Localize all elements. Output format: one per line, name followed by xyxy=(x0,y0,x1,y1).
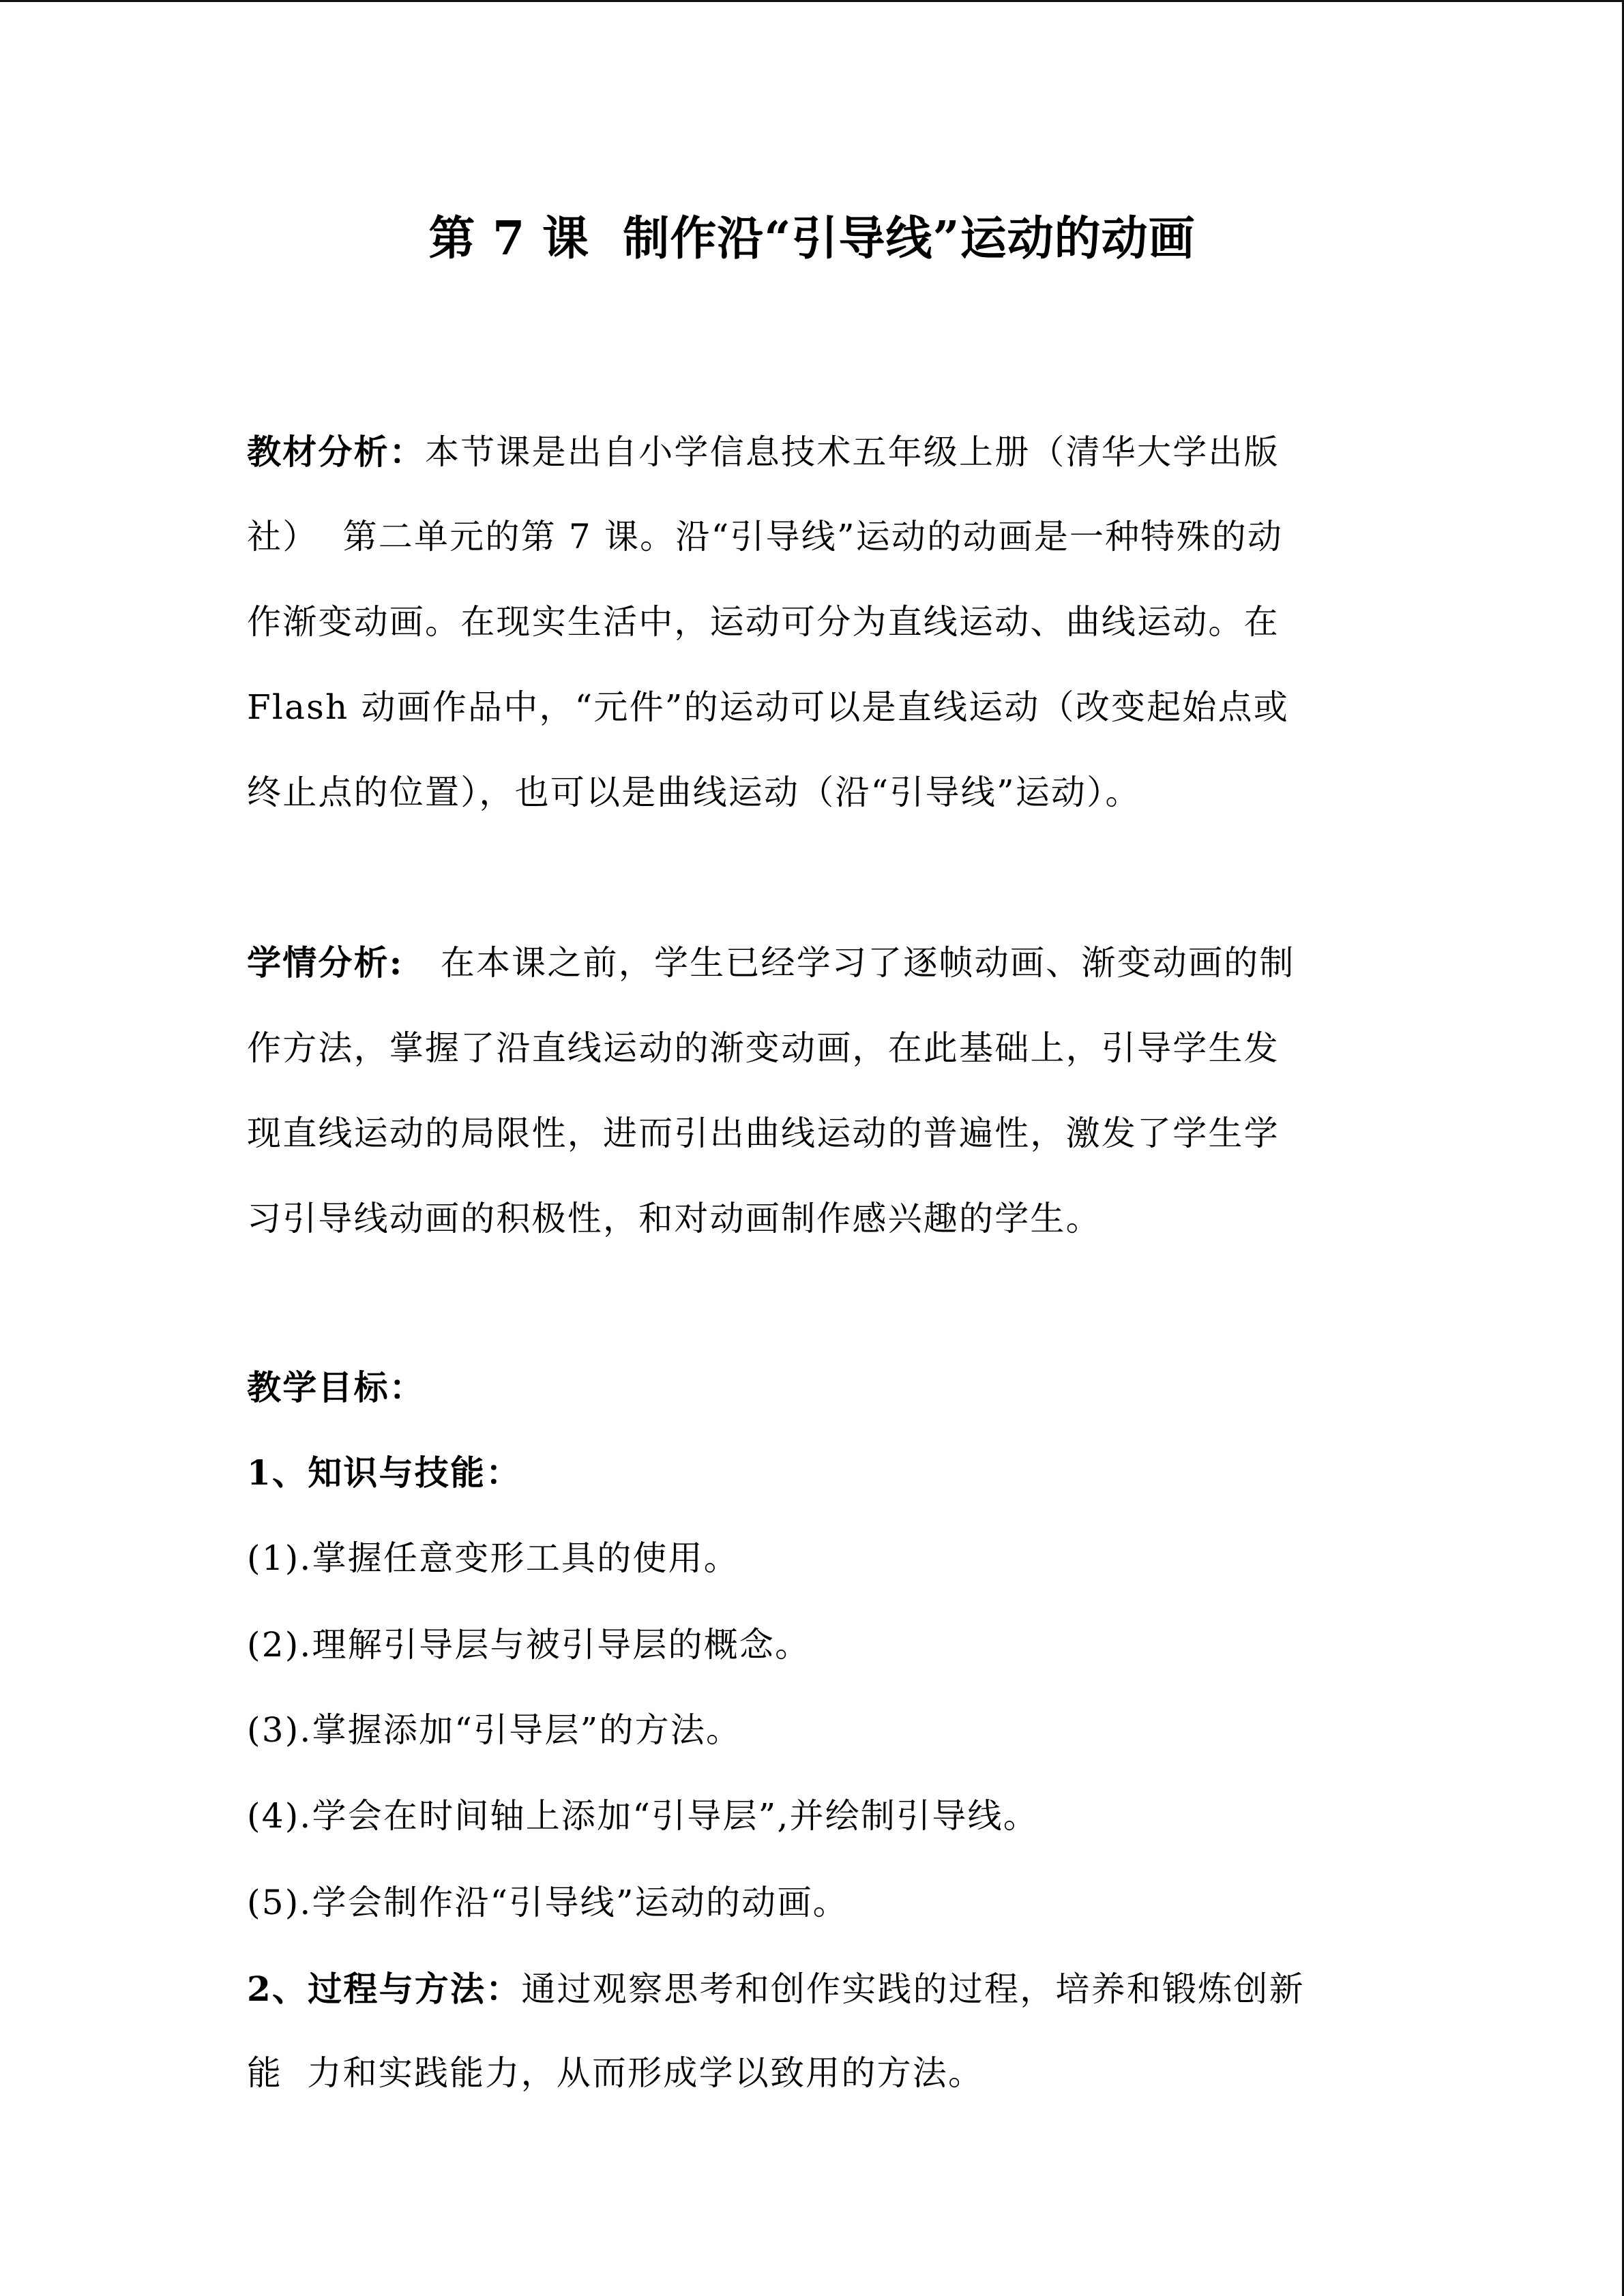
teaching-objectives-heading: 教学目标： xyxy=(247,1367,425,1407)
process-methods-line-1 xyxy=(247,1962,1305,2016)
paragraph-text: 社） 第二单元的第 7 课。沿“引导线”运动的动画是一种特殊的动 xyxy=(247,517,1284,556)
paragraph-text: 通过观察思考和创作实践的过程，培养和锻炼创新 xyxy=(521,1969,1305,2009)
paragraph-text: 现直线运动的局限性，进而引出曲线运动的普遍性，激发了学生学 xyxy=(247,1114,1280,1153)
objective-item: (2).理解引导层与被引导层的概念。 xyxy=(247,1625,811,1665)
process-methods-label: 2、过程与方法： xyxy=(247,1969,522,2009)
page-border-top xyxy=(0,0,1624,2)
student-analysis-label: 学情分析: xyxy=(247,942,404,983)
paragraph-text: 作渐变动画。在现实生活中，运动可分为直线运动、曲线运动。在 xyxy=(247,602,1280,642)
student-analysis-line-1 xyxy=(247,936,1295,990)
knowledge-skills-heading: 1、知识与技能： xyxy=(247,1452,522,1493)
page-title: 第 7 课 制作沿“引导线”运动的动画 xyxy=(428,211,1196,266)
material-analysis-label: 教材分析： xyxy=(247,432,425,472)
paragraph-text: 作方法，掌握了沿直线运动的渐变动画，在此基础上，引导学生发 xyxy=(247,1028,1280,1068)
paragraph-text: 能 力和实践能力，从而形成学以致用的方法。 xyxy=(247,2053,984,2093)
material-analysis-line-1 xyxy=(247,425,1280,479)
paragraph-text: Flash 动画作品中，“元件”的运动可以是直线运动（改变起始点或 xyxy=(247,687,1289,727)
objective-item: (5).学会制作沿“引导线”运动的动画。 xyxy=(247,1883,848,1922)
objective-item: (3).掌握添加“引导层”的方法。 xyxy=(247,1710,742,1750)
paragraph-text: 本节课是出自小学信息技术五年级上册（清华大学出版 xyxy=(425,432,1280,472)
paragraph-text: 终止点的位置），也可以是曲线运动（沿“引导线”运动）。 xyxy=(247,773,1141,812)
objective-item: (4).学会在时间轴上添加“引导层”,并绘制引导线。 xyxy=(247,1796,1039,1836)
objective-item: (1).掌握任意变形工具的使用。 xyxy=(247,1538,739,1578)
paragraph-text: 在本课之前，学生已经学习了逐帧动画、渐变动画的制 xyxy=(403,943,1295,983)
paragraph-text: 习引导线动画的积极性，和对动画制作感兴趣的学生。 xyxy=(247,1199,1102,1238)
